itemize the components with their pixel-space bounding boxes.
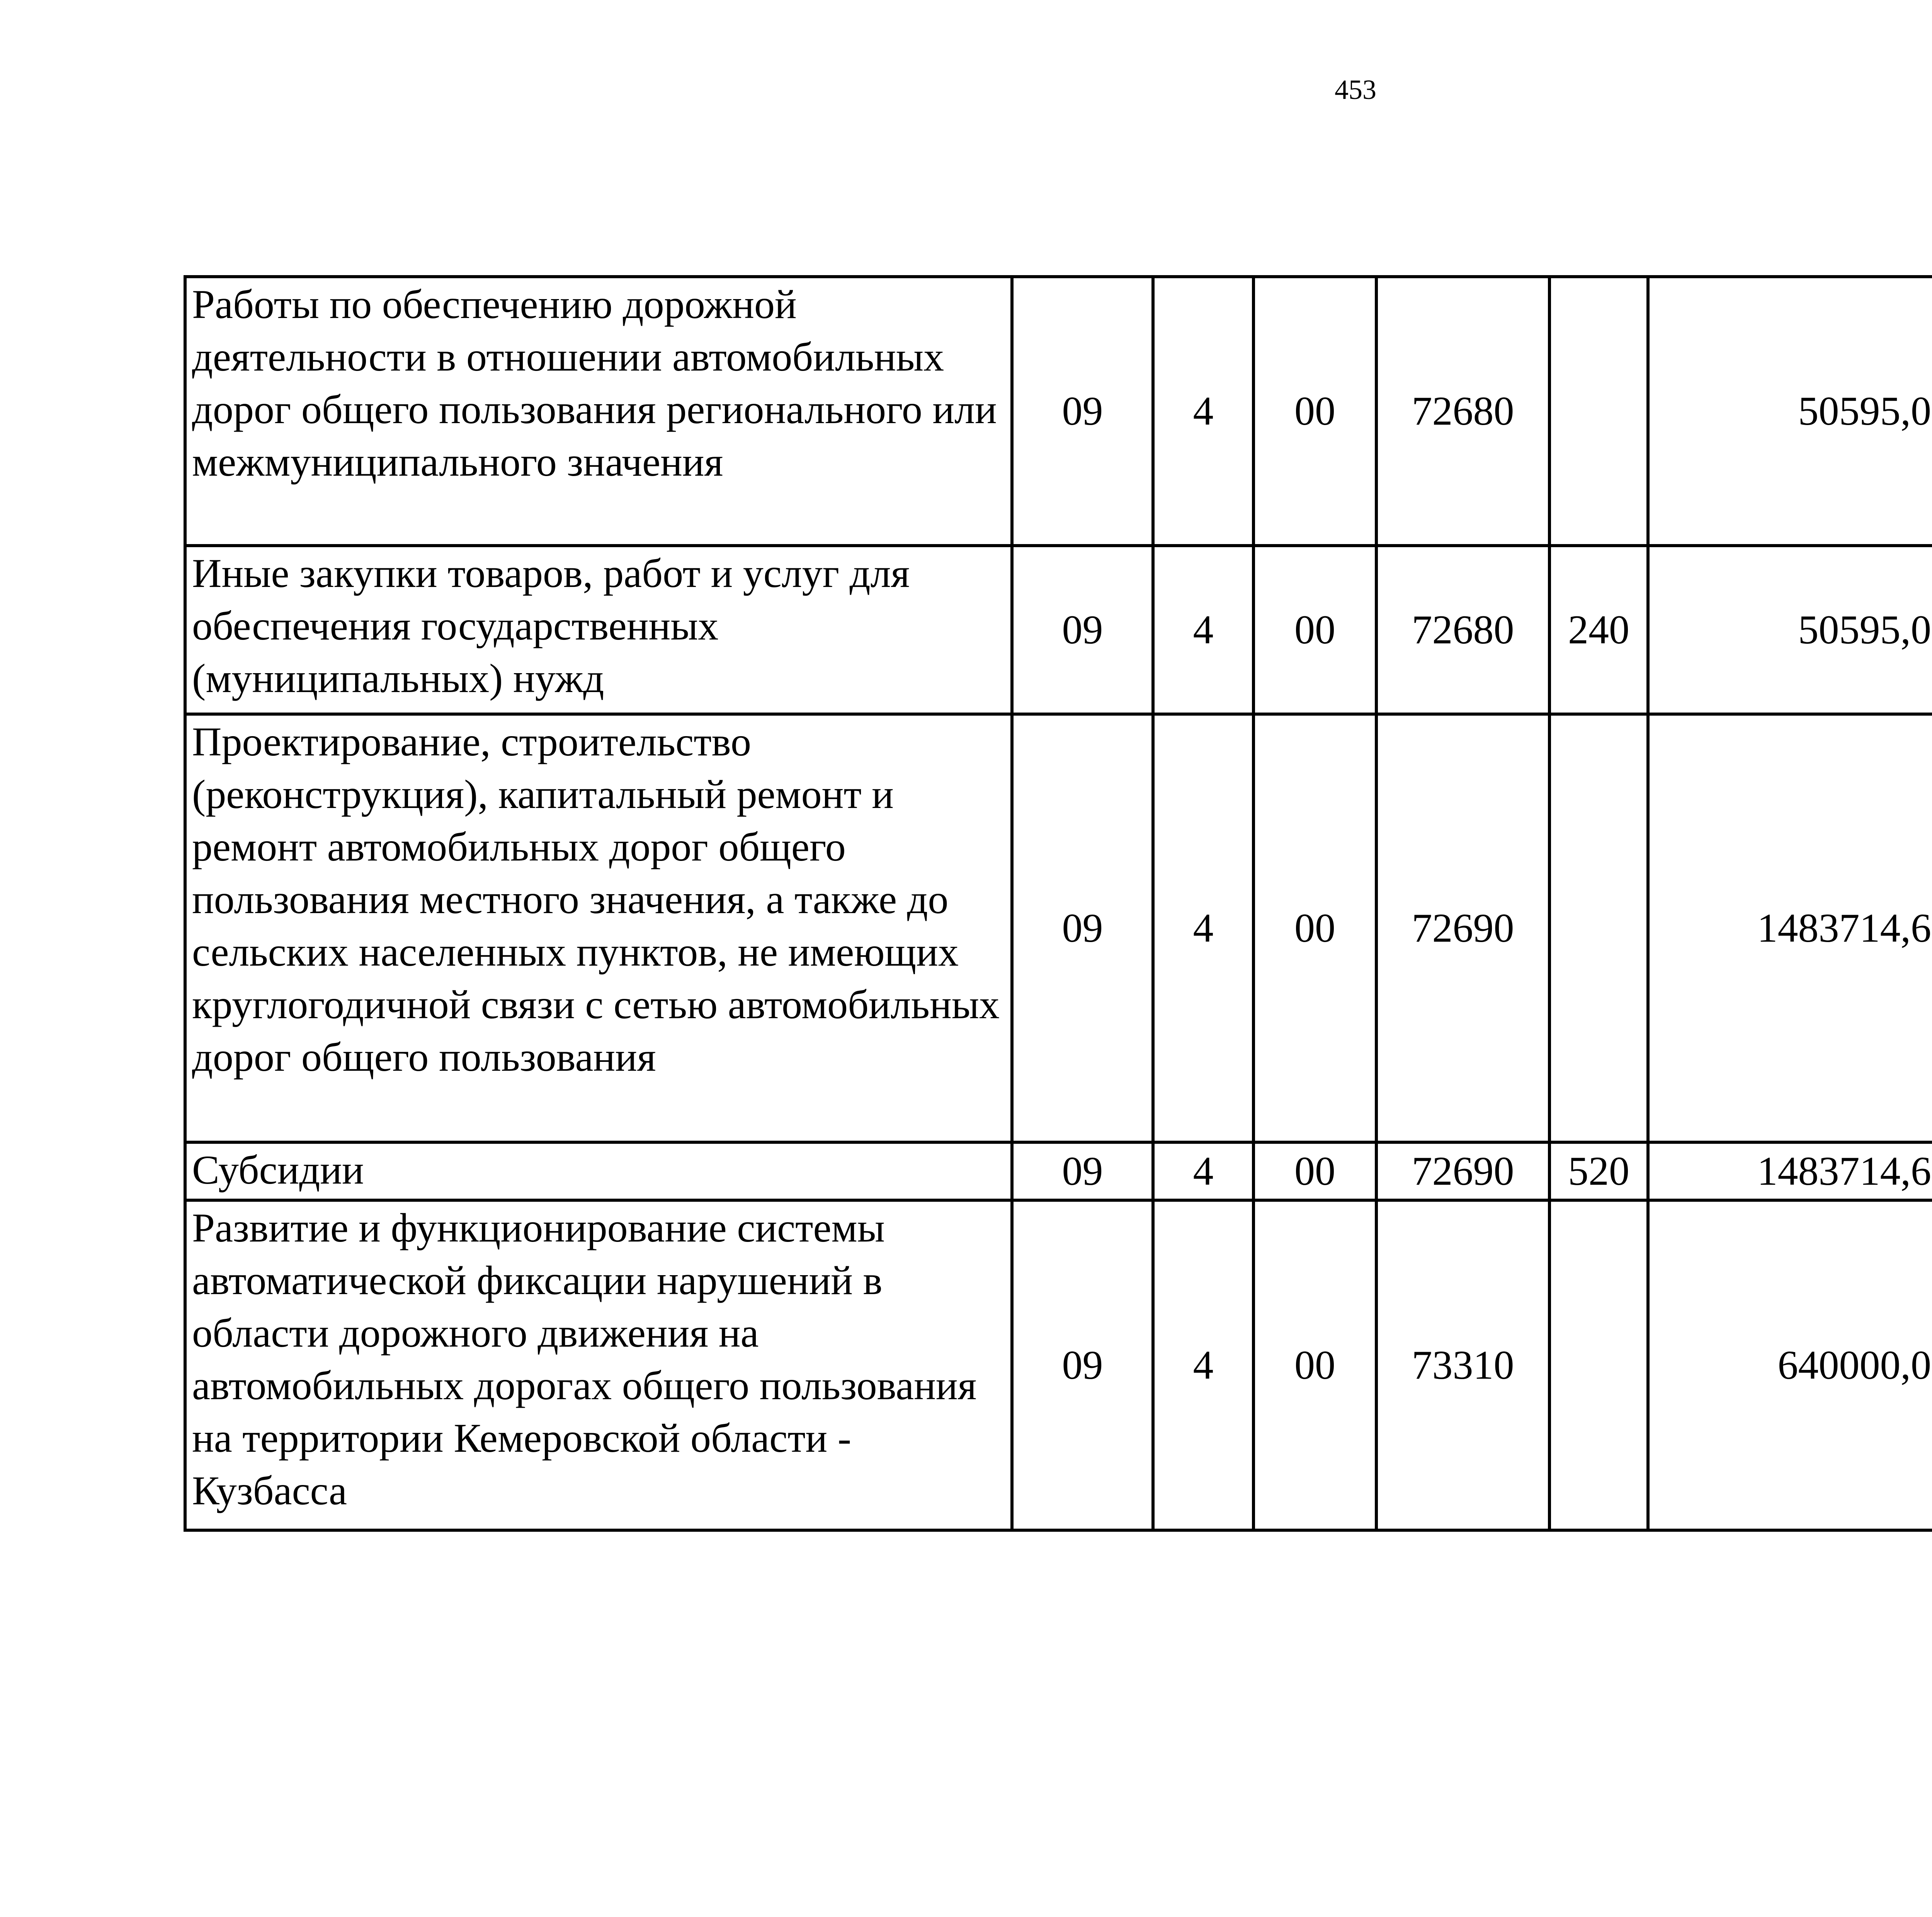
subprogram-code: 00 <box>1253 277 1376 546</box>
page-number: 453 <box>1335 74 1376 105</box>
amount-year-1: 1483714,6 <box>1648 714 1932 1142</box>
amount-year-1: 640000,0 <box>1648 1200 1932 1530</box>
section-code: 09 <box>1012 1200 1153 1530</box>
direction-code: 72680 <box>1376 277 1549 546</box>
subprogram-code: 00 <box>1253 1142 1376 1200</box>
amount-year-1: 50595,0 <box>1648 546 1932 714</box>
section-code: 09 <box>1012 277 1153 546</box>
row-description: Субсидии <box>185 1142 1012 1200</box>
expense-type-code: 520 <box>1549 1142 1648 1200</box>
program-code: 4 <box>1153 1142 1253 1200</box>
row-description: Проектирование, строительство (реконструкция), капитальный ремонт и ремонт автомобильных дорог общего пользования местного значения, а также до сельских населенных пунктов, не имеющих круглогодичной связи с сетью автомобильных дорог общего пользования <box>185 714 1012 1142</box>
expense-type-code: 240 <box>1549 546 1648 714</box>
direction-code: 72690 <box>1376 1142 1549 1200</box>
expense-type-code <box>1549 277 1648 546</box>
subprogram-code: 00 <box>1253 714 1376 1142</box>
subprogram-code: 00 <box>1253 1200 1376 1530</box>
direction-code: 72690 <box>1376 714 1549 1142</box>
section-code: 09 <box>1012 1142 1153 1200</box>
table-row <box>185 277 1932 546</box>
amount-year-1: 1483714,6 <box>1648 1142 1932 1200</box>
section-code: 09 <box>1012 714 1153 1142</box>
table-row <box>185 714 1932 1142</box>
program-code: 4 <box>1153 277 1253 546</box>
table-row <box>185 1142 1932 1200</box>
section-code: 09 <box>1012 546 1153 714</box>
row-description: Работы по обеспечению дорожной деятельности в отношении автомобильных дорог общего пользования регионального или межмуниципального значения <box>185 277 1012 546</box>
program-code: 4 <box>1153 1200 1253 1530</box>
program-code: 4 <box>1153 714 1253 1142</box>
direction-code: 73310 <box>1376 1200 1549 1530</box>
row-description: Иные закупки товаров, работ и услуг для обеспечения государственных (муниципальных) нужд <box>185 546 1012 714</box>
direction-code: 72680 <box>1376 546 1549 714</box>
table-row <box>185 546 1932 714</box>
row-description: Развитие и функционирование системы автоматической фиксации нарушений в области дорожного движения на автомобильных дорогах общего пользования на территории Кемеровской области - Кузбасса <box>185 1200 1012 1530</box>
table-row <box>185 1200 1932 1530</box>
expense-type-code <box>1549 1200 1648 1530</box>
program-code: 4 <box>1153 546 1253 714</box>
expense-type-code <box>1549 714 1648 1142</box>
subprogram-code: 00 <box>1253 546 1376 714</box>
amount-year-1: 50595,0 <box>1648 277 1932 546</box>
budget-table <box>184 275 1932 1532</box>
